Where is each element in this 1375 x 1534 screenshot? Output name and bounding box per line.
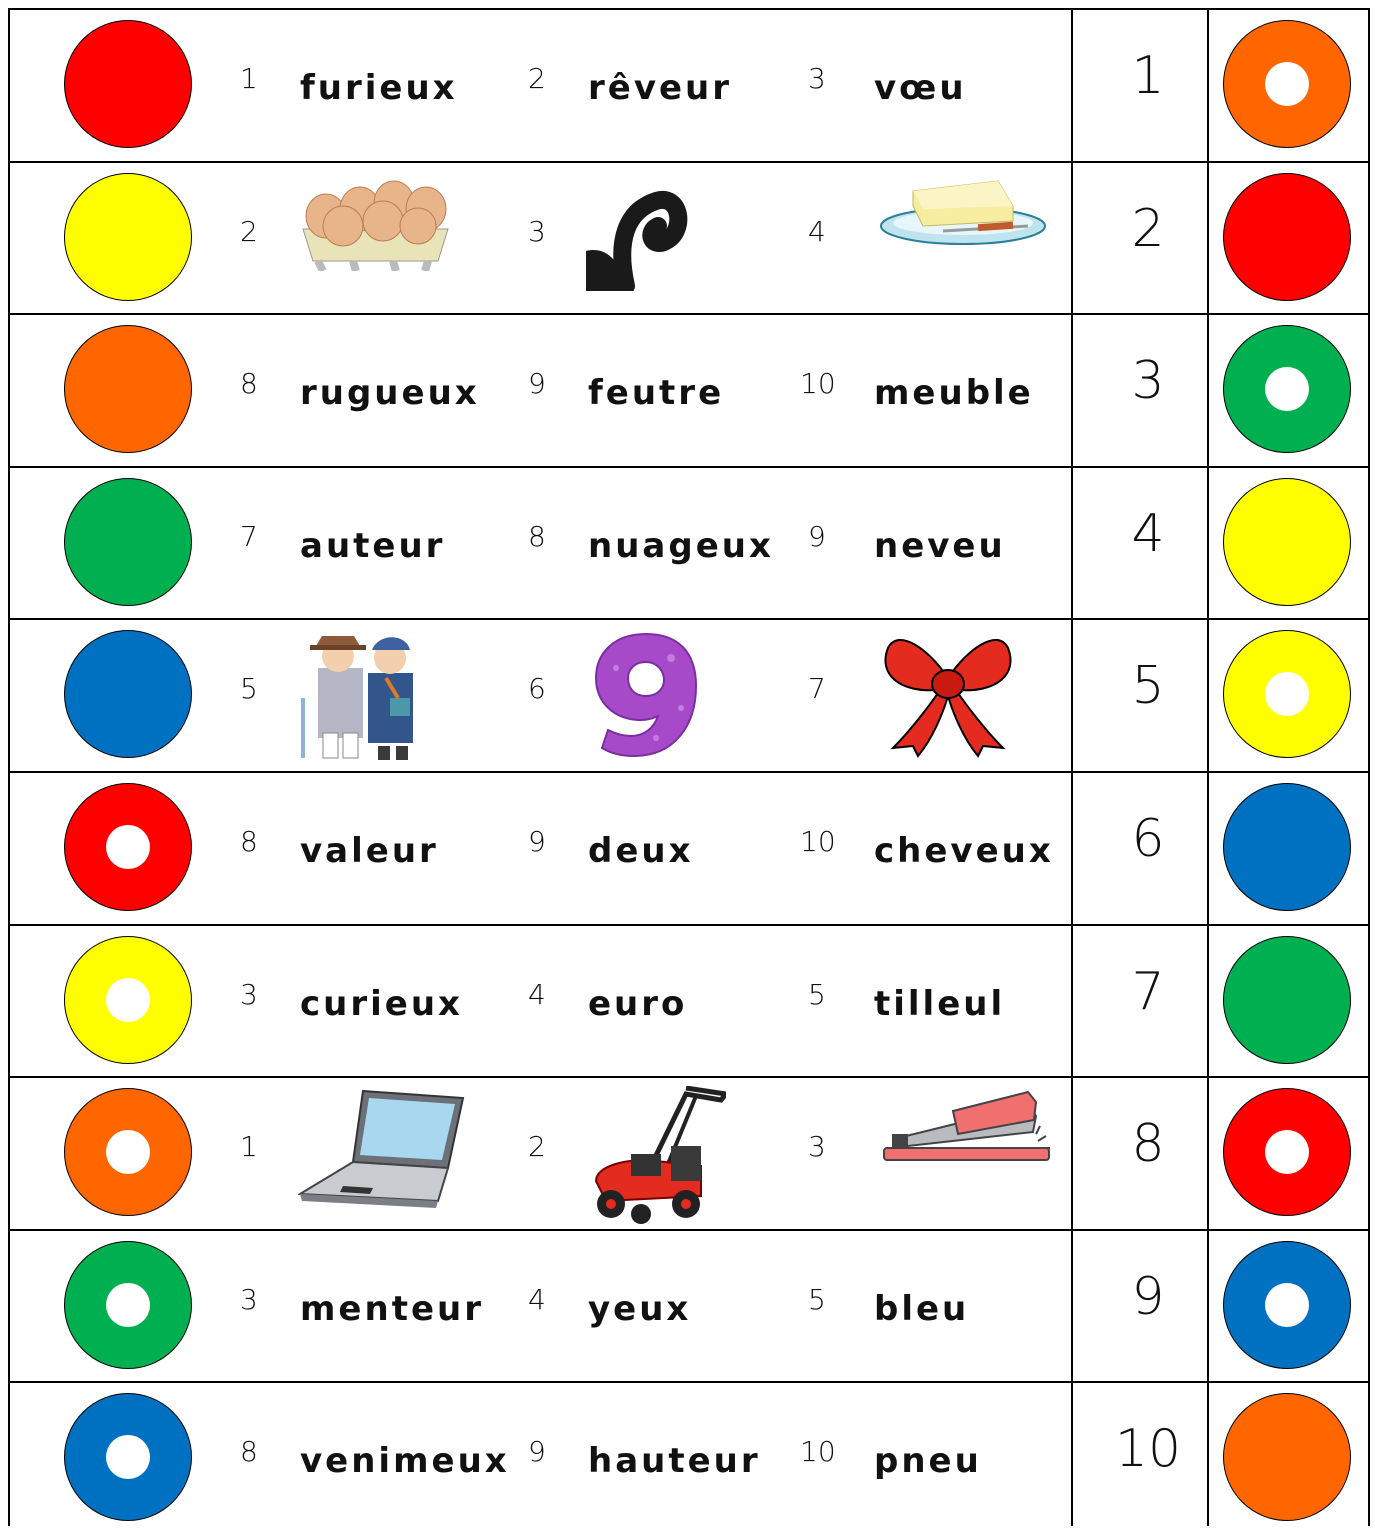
- worksheet-row: [8, 466, 1370, 619]
- row-divider: [8, 1229, 1370, 1231]
- word-label: meuble: [874, 373, 1034, 413]
- item-number: 4: [528, 978, 546, 1011]
- word-label: neveu: [874, 526, 1006, 566]
- word-label: pneu: [874, 1441, 982, 1481]
- disc-hole-icon: [1265, 367, 1309, 411]
- row-number: 2: [1131, 199, 1165, 259]
- left-color-disc-7: [64, 936, 192, 1064]
- item-number: 10: [800, 1435, 836, 1468]
- word-label: feutre: [588, 373, 725, 413]
- disc-hole-icon: [106, 1283, 150, 1327]
- row-number: 1: [1131, 46, 1165, 106]
- disc-hole-icon: [1265, 672, 1309, 716]
- word-label: bleu: [874, 1289, 970, 1329]
- row-number: 5: [1131, 656, 1165, 716]
- item-number: 10: [800, 825, 836, 858]
- right-color-disc-4: [1223, 478, 1351, 606]
- word-label: tilleul: [874, 984, 1006, 1024]
- word-label: euro: [588, 984, 688, 1024]
- right-border: [1368, 8, 1370, 1526]
- right-color-disc-8: [1223, 1088, 1351, 1216]
- word-label: vœu: [874, 68, 967, 108]
- lawn-mower-icon: [586, 1086, 726, 1230]
- right-color-disc-3: [1223, 325, 1351, 453]
- row-divider: [8, 8, 1370, 10]
- left-color-disc-9: [64, 1241, 192, 1369]
- item-number: 10: [800, 367, 836, 400]
- column-divider: [1207, 8, 1209, 1526]
- item-number: 8: [240, 1435, 258, 1468]
- right-color-disc-9: [1223, 1241, 1351, 1369]
- row-divider: [8, 618, 1370, 620]
- item-number: 1: [240, 1130, 258, 1163]
- item-number: 8: [240, 825, 258, 858]
- word-label: curieux: [300, 984, 463, 1024]
- row-number: 6: [1131, 809, 1165, 869]
- word-label: valeur: [300, 831, 439, 871]
- item-number: 2: [528, 1130, 546, 1163]
- row-number: 8: [1131, 1114, 1165, 1174]
- right-color-disc-10: [1223, 1393, 1351, 1521]
- red-bow-icon: [878, 628, 1018, 762]
- worksheet-row: [8, 1381, 1370, 1534]
- right-color-disc-2: [1223, 173, 1351, 301]
- item-number: 6: [528, 672, 546, 705]
- word-label: nuageux: [588, 526, 774, 566]
- word-label: auteur: [300, 526, 446, 566]
- item-number: 7: [808, 672, 826, 705]
- number-nine-icon: [586, 628, 706, 762]
- item-number: 2: [240, 215, 258, 248]
- egg-carton-icon: [298, 171, 458, 275]
- item-number: 9: [528, 825, 546, 858]
- right-color-disc-7: [1223, 936, 1351, 1064]
- word-label: venimeux: [300, 1441, 510, 1481]
- disc-hole-icon: [106, 978, 150, 1022]
- left-color-disc-5: [64, 630, 192, 758]
- row-number: 7: [1131, 962, 1165, 1022]
- row-divider: [8, 466, 1370, 468]
- item-number: 9: [808, 520, 826, 553]
- item-number: 8: [528, 520, 546, 553]
- right-color-disc-6: [1223, 783, 1351, 911]
- word-sorting-grid: [8, 8, 1370, 1526]
- word-label: deux: [588, 831, 694, 871]
- item-number: 8: [240, 367, 258, 400]
- disc-hole-icon: [1265, 1283, 1309, 1327]
- left-color-disc-10: [64, 1393, 192, 1521]
- item-number: 3: [528, 215, 546, 248]
- worksheet-row: [8, 618, 1370, 771]
- row-divider: [8, 1381, 1370, 1383]
- item-number: 4: [528, 1283, 546, 1316]
- item-number: 3: [240, 978, 258, 1011]
- left-color-disc-2: [64, 173, 192, 301]
- left-border: [8, 8, 10, 1526]
- row-divider: [8, 161, 1370, 163]
- word-label: cheveux: [874, 831, 1054, 871]
- disc-hole-icon: [106, 1435, 150, 1479]
- right-color-disc-5: [1223, 630, 1351, 758]
- item-number: 1: [240, 62, 258, 95]
- item-number: 3: [808, 62, 826, 95]
- laptop-icon: [298, 1086, 468, 1215]
- worksheet-row: [8, 1076, 1370, 1229]
- item-number: 5: [240, 672, 258, 705]
- worksheet-row: [8, 1229, 1370, 1382]
- item-number: 5: [808, 1283, 826, 1316]
- column-divider: [1071, 8, 1073, 1526]
- row-number: 9: [1131, 1267, 1165, 1327]
- row-number: 10: [1114, 1419, 1182, 1479]
- disc-hole-icon: [106, 825, 150, 869]
- item-number: 9: [528, 367, 546, 400]
- worksheet-row: [8, 161, 1370, 314]
- cat-tail-icon: [586, 171, 696, 295]
- item-number: 3: [240, 1283, 258, 1316]
- item-number: 5: [808, 978, 826, 1011]
- worksheet-row: [8, 924, 1370, 1077]
- left-color-disc-8: [64, 1088, 192, 1216]
- left-color-disc-3: [64, 325, 192, 453]
- word-label: furieux: [300, 68, 458, 108]
- item-number: 4: [808, 215, 826, 248]
- row-divider: [8, 1076, 1370, 1078]
- butter-dish-icon: [878, 171, 1048, 255]
- item-number: 3: [808, 1130, 826, 1163]
- row-number: 4: [1131, 504, 1165, 564]
- worksheet-row: [8, 771, 1370, 924]
- disc-hole-icon: [1265, 62, 1309, 106]
- disc-hole-icon: [1265, 1130, 1309, 1174]
- elderly-couple-icon: [298, 628, 428, 767]
- stapler-icon: [878, 1086, 1058, 1170]
- row-divider: [8, 313, 1370, 315]
- item-number: 7: [240, 520, 258, 553]
- row-divider: [8, 924, 1370, 926]
- left-color-disc-6: [64, 783, 192, 911]
- row-number: 3: [1131, 351, 1165, 411]
- word-label: rêveur: [588, 68, 733, 108]
- word-label: menteur: [300, 1289, 484, 1329]
- item-number: 9: [528, 1435, 546, 1468]
- worksheet-row: [8, 313, 1370, 466]
- right-color-disc-1: [1223, 20, 1351, 148]
- worksheet-row: [8, 8, 1370, 161]
- left-color-disc-1: [64, 20, 192, 148]
- word-label: rugueux: [300, 373, 480, 413]
- word-label: hauteur: [588, 1441, 761, 1481]
- left-color-disc-4: [64, 478, 192, 606]
- row-divider: [8, 771, 1370, 773]
- disc-hole-icon: [106, 1130, 150, 1174]
- item-number: 2: [528, 62, 546, 95]
- word-label: yeux: [588, 1289, 692, 1329]
